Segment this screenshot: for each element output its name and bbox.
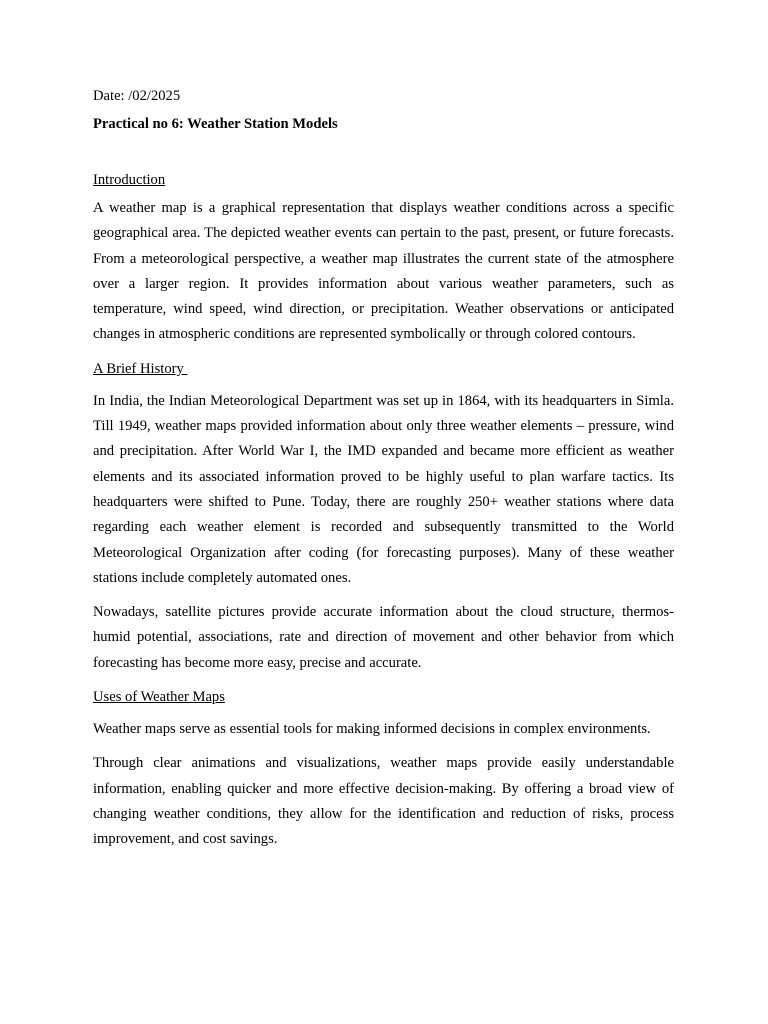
document-date: Date: /02/2025 bbox=[93, 88, 181, 104]
history-paragraph-1: In India, the Indian Meteorological Department was set up in 1864, with its headquarters in Simla. Till 1949, weather maps provided information about only three weather elements – pressure, wind and precipitation. After World War I, the IMD expanded and became more efficient as weather elements and its associated information proved to be highly useful to plan warfare tactics. Its headquarters were shifted to Pune. Today, there are roughly 250+ weather stations where data regarding each weather element is recorded and subsequently transmitted to the World Meteorological Organization after coding (for forecasting purposes). Many of these weather stations include completely automated ones. bbox=[93, 392, 674, 586]
history-paragraph-2: Nowadays, satellite pictures provide accurate information about the cloud structure, thermos-humid potential, associations, rate and direction of movement and other behavior from which forecasting has become more easy, precise and accurate. bbox=[93, 604, 674, 671]
section-history bbox=[93, 357, 674, 676]
uses-paragraph-2: Through clear animations and visualizations, weather maps provide easily understandable information, enabling quicker and more effective decision-making. By offering a broad view of changing weather conditions, they allow for the identification and reduction of risks, process improvement, and cost savings. bbox=[93, 755, 674, 848]
section-heading-introduction: Introduction bbox=[93, 172, 166, 188]
uses-paragraph-1: Weather maps serve as essential tools for making informed decisions in complex environments. bbox=[93, 721, 651, 738]
section-heading-uses: Uses of Weather Maps bbox=[93, 689, 225, 706]
document-page bbox=[93, 84, 674, 862]
section-heading-history: A Brief History bbox=[93, 360, 188, 377]
document-title: Practical no 6: Weather Station Models bbox=[93, 116, 338, 132]
section-uses bbox=[93, 685, 674, 852]
introduction-paragraph: A weather map is a graphical representation that displays weather conditions across a specific geographical area. The depicted weather events can pertain to the past, present, or future forecasts. From a meteorological perspective, a weather map illustrates the current state of the atmosphere over a larger region. It provides information about various weather parameters, such as temperature, wind speed, wind direction, or precipitation. Weather observations or anticipated changes in atmospheric conditions are represented symbolically or through colored contours. bbox=[93, 200, 674, 343]
section-introduction bbox=[93, 168, 674, 348]
